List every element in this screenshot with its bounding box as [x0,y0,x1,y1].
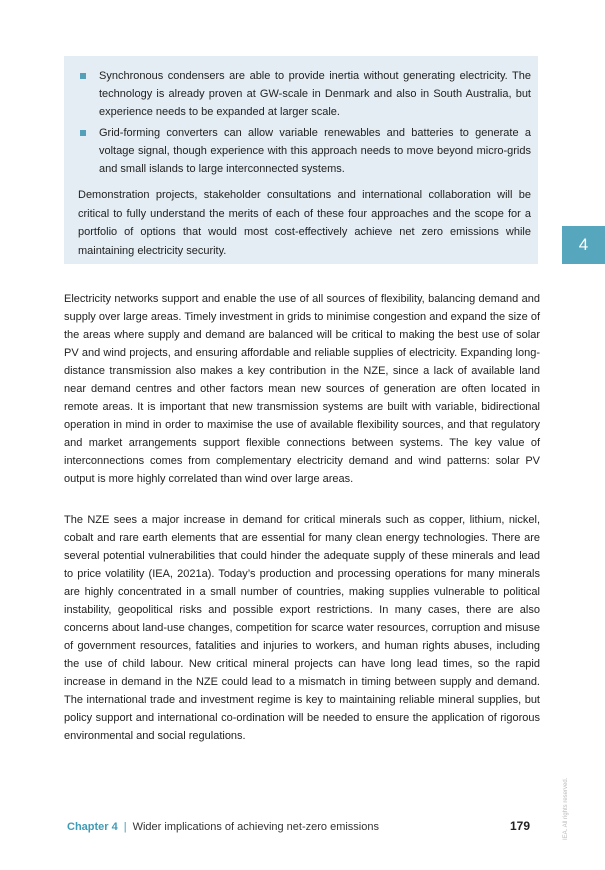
page-number: 179 [510,819,531,833]
box-bullet-2: Grid-forming converters can allow variable renewables and batteries to generate a voltage signal, though experience with this approach needs to move beyond micro-grids and small islands to large interconnected systems. [99,127,531,175]
rights-notice [563,760,573,850]
page-footer [67,821,379,833]
footer-title: Wider implications of achieving net-zero emissions [132,821,379,833]
body-paragraph-1: Electricity networks support and enable the use of all sources of flexibility, balancing demand and supply over large areas. Timely investment in grids to minimise congestion and expand the size of the areas where supply and demand are balanced will be critical to making the best use of solar PV and wind projects, and ensuring affordable and reliable supplies of electricity. Expanding long-distance transmission also makes a key contribution in the NZE, since a lack of available land near demand centres and other factors mean new sources of generation are often located in remote areas. It is important that new transmission systems are built with variable, bidirectional operation in mind in order to maximise the use of available flexibility sources, and that regulatory and market arrangements support flexible connections between systems. The key value of interconnections comes from complementary electricity demand and wind patterns: solar PV output is more highly correlated than wind over large areas. [64,293,540,485]
bullet-marker [80,73,86,79]
box-bullet-1: Synchronous condensers are able to provide inertia without generating electricity. The technology is already proven at GW-scale in Denmark and also in South Australia, but experience needs to be expanded at larger scale. [99,70,531,118]
rights-notice-text: IEA. All rights reserved. [563,777,569,840]
box-paragraph: Demonstration projects, stakeholder consultations and international collaboration will be critical to fully understand the merits of each of these four approaches and the scope for a portfolio of options that would most cost-effectively achieve net zero emissions while maintaining electricity security. [78,189,531,257]
footer-chapter-label: Chapter 4 [67,821,118,833]
chapter-tab: 4 [562,226,605,264]
footer-separator: | [123,821,127,833]
body-paragraph-2: The NZE sees a major increase in demand for critical minerals such as copper, lithium, nickel, cobalt and rare earth elements that are essential for many clean energy technologies. There are several potential vulnerabilities that could hinder the adequate supply of these minerals and lead to price volatility (IEA, 2021a). Today’s production and processing operations for many minerals are highly concentrated in a small number of countries, making supplies vulnerable to political instability, geopolitical risks and possible export restrictions. In many cases, there are also concerns about land-use changes, competition for scarce water resources, corruption and misuse of government resources, fatalities and injuries to workers, and human rights abuses, including the use of child labour. New critical mineral projects can have long lead times, so the rapid increase in demand in the NZE could lead to a mismatch in timing between supply and demand. The international trade and investment regime is key to maintaining reliable mineral supplies, but policy support and international co-ordination will be needed to ensure the application of rigorous environmental and social regulations. [64,514,540,742]
bullet-marker [80,130,86,136]
